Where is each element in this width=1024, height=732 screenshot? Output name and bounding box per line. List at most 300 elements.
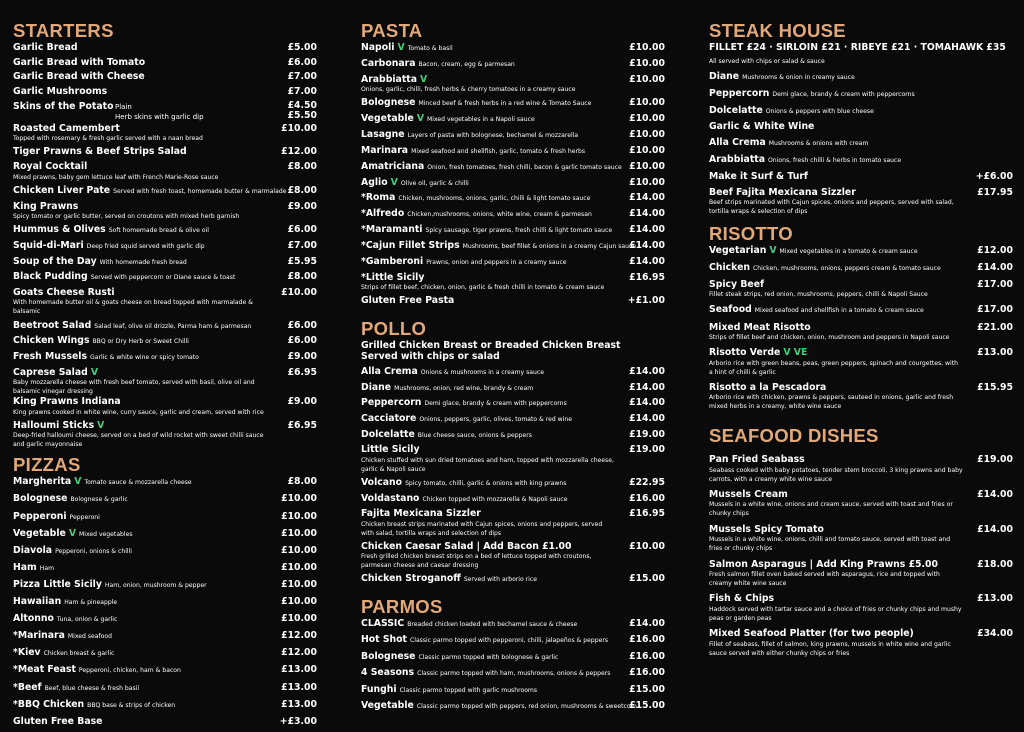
item-price: £8.00 [287,161,317,173]
item-name: 4 Seasons [361,667,415,679]
item-price: +£6.00 [975,170,1013,182]
item-price: £5.95 [287,255,317,267]
menu-item [13,664,317,677]
menu-item [13,630,317,643]
item-name: Fish & Chips [709,593,775,605]
item-description: King prawns cooked in white wine, curry sauce, garlic and cream, served with rice [13,408,264,416]
menu-item [13,86,317,98]
item-name: *Gamberoni [361,256,424,267]
item-description: Demi glace, brandy & cream with peppercorns [424,400,567,408]
steak-list [709,71,1013,182]
item-name: King Prawns [13,200,79,212]
item-description: Tuna, onion & garlic [56,616,118,624]
pollo-intro-line-2: Served with chips or salad [361,351,500,363]
item-name: Alla Crema [361,365,418,377]
item-name: CLASSIC [361,617,405,629]
item-name: Marinara [361,144,409,156]
column-right [709,20,1013,663]
item-name: *Maramanti [361,224,423,236]
menu-item [709,88,1013,101]
item-description: Ham & pineapple [64,599,118,607]
item-description: Layers of pasta with bolognese, bechamel & mozzarella [407,131,579,139]
item-description: Chicken topped with mozzarella & Napoli sauce [422,495,568,503]
item-name: Aglio [361,176,388,188]
pasta-heading: PASTA [361,20,423,41]
item-price: £10.00 [281,578,317,590]
item-name: *Meat Feast [13,664,76,676]
pizzas-heading: PIZZAS [13,454,81,476]
item-name: *Little Sicily [361,271,425,283]
item-price: £10.00 [281,493,317,505]
menu-item [709,245,1013,258]
item-name: Ham [13,561,37,573]
menu-item [361,113,665,126]
menu-item [709,171,1013,183]
item-name: Bolognese [13,493,68,505]
menu-item [13,71,317,83]
item-price: £12.00 [977,245,1013,257]
seafood-heading: SEAFOOD DISHES [709,425,879,447]
menu-item [709,154,1013,167]
starters-heading: STARTERS [13,20,114,41]
menu-item [13,682,317,695]
menu-item [13,240,317,253]
item-price: £14.00 [629,208,665,220]
menu-item [361,541,665,571]
item-price: £14.00 [629,240,665,252]
menu-item [709,121,1013,133]
item-description: Spicy tomato or garlic butter, served on croutons with mixed herb garnish [13,213,240,220]
item-name: Vegetable [13,527,66,539]
starters-list-2 [13,123,317,364]
item-price: £16.00 [629,650,665,662]
item-price: £6.95 [287,366,317,378]
vegetarian-mark: V [416,112,425,124]
menu-item [361,397,665,410]
item-price: £14.00 [977,261,1013,273]
menu-item [709,489,1013,519]
item-price: £9.00 [287,200,317,212]
item-name: Peppercorn [361,397,422,409]
menu-item [361,382,665,395]
menu-item [13,271,317,284]
menu-item [709,105,1013,118]
item-name: Risotto Verde [709,347,781,359]
pollo-heading: POLLO [361,317,427,339]
menu-item [361,224,665,237]
pasta-list-2 [361,97,665,268]
item-price: £10.00 [629,97,665,109]
item-description: Mixed prawns, baby gem lettuce leaf with French Marie-Rose sauce [13,173,219,181]
item-description: Tomato & basil [407,45,453,52]
item-name: Garlic Bread [13,42,78,53]
item-description: Mushrooms, beef fillet & onions in a creamy Cajun sauce [462,243,637,251]
item-description: Prawns, onion and peppers in a creamy sauce [426,259,567,266]
item-price: £6.00 [287,56,317,68]
item-description: Mixed vegetables in a Napoli sauce [427,115,535,123]
item-description: Classic parmo topped with garlic mushrooms [399,686,538,694]
menu-item [709,382,1013,412]
item-price: £10.00 [281,544,317,556]
item-description: Deep fried squid served with garlic dip [86,242,205,250]
item-description: Chicken breast strips marinated with Cajun spices, onions and peppers, served with salad, tortilla wraps and selection of dips [361,520,603,537]
menu-item [709,559,1013,589]
menu-item [361,240,665,253]
item-price: £16.95 [629,508,665,520]
menu-item [361,177,665,190]
item-price: £10.00 [629,160,665,172]
item-price: £10.00 [629,128,665,140]
item-description: Beef strips marinated with Cajun spices, onions and peppers, served with salad, tortilla wraps & selection of dips [709,199,954,216]
item-price: £19.00 [977,454,1013,466]
item-price: £14.00 [629,397,665,409]
item-description: Spicy sausage, tiger prawns, fresh chilli & light tomato sauce [425,227,613,235]
item-price: £16.00 [629,634,665,646]
item-description: Salad leaf, olive oil drizzle, Parma ham & parmesan [94,322,252,330]
item-description: Garlic & white wine or spicy tomato [90,354,199,361]
item-name: Black Pudding [13,271,88,283]
item-name: Seafood [709,304,752,316]
pollo-intro [361,340,665,363]
item-description: Onions, fresh chilli & herbs in tomato sauce [768,156,902,164]
item-name: Pan Fried Seabass [709,454,805,466]
item-description: Chicken, mushrooms, onions, garlic, chilli & light tomato sauce [398,195,591,203]
item-description: Strips of fillet beef, chicken, onion, garlic & fresh chilli in tomato & cream sauce [361,284,605,292]
item-price: £10.00 [629,57,665,69]
item-price: £6.95 [287,419,317,431]
item-description: Arborio rice with green beans, peas, green peppers, spinach and courgettes, with a hint of chilli & garlic [709,359,958,376]
menu-item [361,667,665,680]
vegetarian-mark: V [97,419,105,431]
item-name: Hawaiian [13,596,62,608]
menu-item [361,145,665,158]
menu-item [361,366,665,379]
item-name: *Kiev [13,647,41,659]
item-description: Fresh salmon fillet oven baked served with asparagus, rice and topped with creamy white wine sauce [709,571,940,588]
item-description: Beef, blue cheese & fresh basil [44,684,140,692]
item-price: £19.00 [629,444,665,456]
item-description: Mussels in a white wine, onions and cream sauce, served with toast and fries or chunky chips [709,501,953,518]
item-name: Pepperoni [13,510,67,522]
menu-item [361,42,665,55]
vegetarian-vegan-mark: V VE [783,347,808,359]
item-description: Pepperoni [69,513,100,521]
item-name: Squid-di-Mari [13,239,84,251]
item-name: Chicken [709,261,750,273]
item-price: £14.00 [977,488,1013,500]
item-name: Diane [709,71,740,82]
item-price: +£3.00 [279,715,317,727]
pollo-list-2 [361,477,665,505]
item-price: £14.00 [629,365,665,377]
item-description: With homemade fresh bread [99,258,187,266]
vegetarian-mark: V [769,245,777,257]
item-description: Classic parmo topped with pepperoni, chilli, jalapeños & peppers [410,637,609,645]
menu-item [13,367,317,397]
item-name: Carbonara [361,57,416,69]
item-description: Mushrooms & onions with cream [768,140,869,148]
menu-item [361,272,665,293]
item-name: Peppercorn [709,87,770,99]
item-name: Garlic Mushrooms [13,86,108,98]
item-description: BBQ base & strips of chicken [87,701,176,709]
menu-item [13,224,317,237]
menu-item [361,684,665,697]
item-price: £10.00 [629,144,665,156]
item-price: £10.00 [629,540,665,552]
item-price: £10.00 [629,42,665,53]
menu-item [709,628,1013,658]
item-name: *Cajun Fillet Strips [361,240,460,252]
item-price: £14.00 [629,256,665,267]
steak-cuts: FILLET £24 · SIRLOIN £21 · RIBEYE £21 · TOMAHAWK £35 [709,42,1006,53]
column-middle [361,20,665,717]
menu-item [709,524,1013,554]
item-name: Halloumi Sticks [13,419,95,431]
skins-options [115,102,204,122]
menu-item [361,97,665,110]
menu-item [361,208,665,221]
item-name: Gluten Free Base [13,715,103,727]
item-description: Mushrooms & onion in creamy sauce [742,74,855,81]
menu-item [361,161,665,174]
item-price: £15.95 [977,381,1013,393]
item-description: Blue cheese sauce, onions & peppers [417,431,532,439]
item-name: Spicy Beef [709,278,765,290]
item-description: Spicy tomato, chilli, garlic & onions with king prawns [405,479,567,487]
item-description: Fillet of seabass, fillet of salmon, king prawns, mussels in white wine and garlic sauce served with either chunky chips or fries [709,640,951,657]
item-description: Pepperoni, onions & chilli [55,547,132,555]
item-name: Garlic & White Wine [709,121,815,133]
item-price: £6.00 [287,319,317,331]
item-description: Ham, onion, mushroom & pepper [104,581,207,589]
pasta-list [361,42,665,70]
item-description: Tomato sauce & mozzarella cheese [84,479,192,487]
vegetarian-mark: V [68,527,77,539]
item-description: Mixed seafood [67,633,112,641]
item-name: Soup of the Day [13,255,97,267]
item-price: £13.00 [281,664,317,676]
menu-item [13,351,317,364]
skins-item [13,101,317,123]
menu-item [13,511,317,524]
pollo-intro-line-1: Grilled Chicken Breast or Breaded Chicken Breast [361,339,621,351]
item-price: £16.00 [629,492,665,504]
item-price: £10.00 [281,122,317,134]
item-price: £10.00 [281,613,317,625]
item-description: Mixed seafood and shellfish in a tomato & cream sauce [754,307,924,315]
menu-item [13,201,317,222]
item-price: £5.50 [287,110,317,122]
item-price: £7.00 [287,86,317,98]
item-price: £13.00 [281,698,317,710]
item-description: Served with fresh toast, homemade butter & marmalade [113,187,287,195]
steak-note: All served with chips or salad & sauce [709,58,825,65]
item-price: £21.00 [977,321,1013,333]
menu-item [13,545,317,558]
menu-item [13,146,317,158]
vegetarian-mark: V [390,176,398,188]
menu-item [13,493,317,506]
menu-item [361,618,665,631]
menu-item [361,413,665,426]
item-description: Onions, garlic, chilli, fresh herbs & cherry tomatoes in a creamy sauce [361,86,576,94]
item-description: Mixed seafood and shellfish, garlic, tomato & fresh herbs [411,147,586,155]
item-price: £9.00 [287,351,317,362]
item-description: Fillet steak strips, red onion, mushrooms, peppers, chilli & Napoli Sauce [709,291,928,299]
menu-item [13,42,317,54]
risotto-list [709,245,1013,274]
item-price: £18.00 [977,558,1013,570]
item-name: *BBQ Chicken [13,698,85,710]
item-price: £8.00 [287,476,317,488]
item-price: £10.00 [629,73,665,85]
item-price: £7.00 [287,71,317,83]
item-name: Diavola [13,544,53,556]
item-name: Arabbiatta [361,73,417,85]
item-price: +£1.00 [627,295,665,307]
item-name: Amatriciana [361,160,425,172]
menu-item [361,429,665,442]
item-description: Seabass cooked with baby potatoes, tender stem broccoli, 3 king prawns and baby carrots, with a creamy white wine sauce [709,466,963,483]
item-name: Pizza Little Sicily [13,578,102,590]
item-name: Chicken Caesar Salad | Add Bacon £1.00 [361,540,572,552]
item-price: £4.50 [287,99,317,111]
item-name: *Marinara [13,630,65,642]
parmos-list [361,618,665,713]
item-name: Lasagne [361,128,405,140]
vegetarian-mark: V [74,476,82,488]
menu-item [13,185,317,198]
menu-item [361,700,665,713]
menu-item [13,161,317,182]
item-description: Topped with rosemary & fresh garlic served with a naan bread [13,135,203,143]
vegetarian-mark: V [90,366,99,378]
item-price: £10.00 [281,286,317,298]
item-name: Alla Crema [709,137,766,149]
item-name: Altonno [13,613,54,625]
item-price: £13.00 [977,347,1013,359]
menu-item [13,320,317,333]
item-price: £14.00 [629,412,665,424]
menu-item [361,573,665,586]
item-price: £10.00 [629,176,665,188]
item-name: Volcano [361,476,403,488]
item-description: Haddock served with tartar sauce and a choice of fries or chunky chips and mushy peas or garden peas [709,605,962,622]
item-description: Mussels in a white wine, onions, chilli and tomato sauce, served with toast and fries or chunky chips [709,536,951,553]
item-name: Arabbiatta [709,153,765,165]
item-price: £14.00 [629,381,665,393]
item-name: Funghi [361,683,397,695]
item-name: Napoli [361,42,395,53]
menu-item [709,262,1013,275]
menu-item [13,335,317,348]
menu-item [709,71,1013,84]
item-price: £6.00 [287,224,317,236]
menu-item [709,593,1013,623]
item-price: £15.00 [629,683,665,695]
menu-item [361,444,665,474]
item-name: Beef Fajita Mexicana Sizzler [709,186,856,198]
item-name: Beetroot Salad [13,319,92,331]
item-name: Bolognese [361,97,416,109]
menu-item [361,256,665,269]
menu-item [709,454,1013,484]
menu-item [13,476,317,489]
item-name: Royal Cocktail [13,161,88,173]
menu-item [13,256,317,269]
item-description: Served with arborio rice [463,576,537,584]
menu-item [709,347,1013,377]
item-name: Salmon Asparagus | Add King Prawns £5.00 [709,558,938,570]
steak-house-heading: STEAK HOUSE [709,20,846,41]
item-name: Chicken Liver Pate [13,184,111,196]
menu-item [13,716,317,728]
item-name: Caprese Salad [13,366,88,378]
item-price: £10.00 [281,510,317,522]
skins-prices [288,101,317,122]
skins-option-plain: Plain [115,102,132,111]
menu-item [361,74,665,95]
menu-item [13,123,317,144]
item-description: Bacon, cream, egg & parmesan [418,60,515,68]
menu-item [13,420,317,450]
menu-item [361,634,665,647]
parmos-heading: PARMOS [361,595,443,617]
item-price: £10.00 [629,112,665,124]
item-name: Vegetarian [709,245,767,257]
menu-item [361,651,665,664]
item-name: Garlic Bread with Cheese [13,71,145,83]
pollo-list [361,366,665,441]
item-name: *Roma [361,192,396,204]
item-price: £15.00 [629,700,665,712]
menu-item [13,596,317,609]
item-description: Onions & mushrooms in a creamy sauce [420,368,544,376]
item-name: Make it Surf & Turf [709,170,808,182]
item-name: Chicken Stroganoff [361,573,461,585]
item-description: Served with peppercorn or Diane sauce & toast [90,274,236,282]
item-description: Onions, peppers, garlic, olives, tomato & red wine [419,415,572,423]
item-price: £12.00 [281,630,317,642]
item-price: £15.00 [629,573,665,585]
item-description: Fresh grilled chicken breast strips on a bed of lettuce topped with croutons, parmesan cheese and caesar dressing [361,553,592,570]
item-price: £34.00 [977,628,1013,640]
item-name: Dolcelatte [361,428,415,440]
menu-item [13,528,317,541]
menu-item [13,396,317,417]
item-description: Pepperoni, chicken, ham & bacon [78,667,181,675]
item-name: Chicken Wings [13,335,90,347]
item-description: Chicken stuffed with sun dried tomatoes and ham, topped with mozzarella cheese, garlic & Napoli sauce [361,456,614,473]
column-left [13,20,317,732]
item-description: Baby mozzarella cheese with fresh beef tomato, served with basil, olive oil and balsamic vinegar dressing [13,379,255,396]
item-name: Mixed Meat Risotto [709,321,811,333]
item-price: £13.00 [977,593,1013,605]
item-name: Dolcelatte [709,104,763,116]
menu-item [361,508,665,538]
item-description: Chicken,mushrooms, onions, white wine, cream & parmesan [407,211,592,219]
item-description: Breaded chicken loaded with bechamel sauce & cheese [407,620,578,628]
item-price: £14.00 [629,224,665,236]
item-description: Classic parmo topped with peppers, red onion, mushrooms & sweetcorn [416,703,637,711]
item-price: £13.00 [281,681,317,693]
item-name: Voldastano [361,492,420,504]
item-name: Risotto a la Pescadora [709,381,827,393]
item-description: Mixed vegetables in a tomato & cream sauce [779,248,918,256]
item-name: Little Sicily [361,444,420,456]
item-name: King Prawns Indiana [13,396,121,408]
